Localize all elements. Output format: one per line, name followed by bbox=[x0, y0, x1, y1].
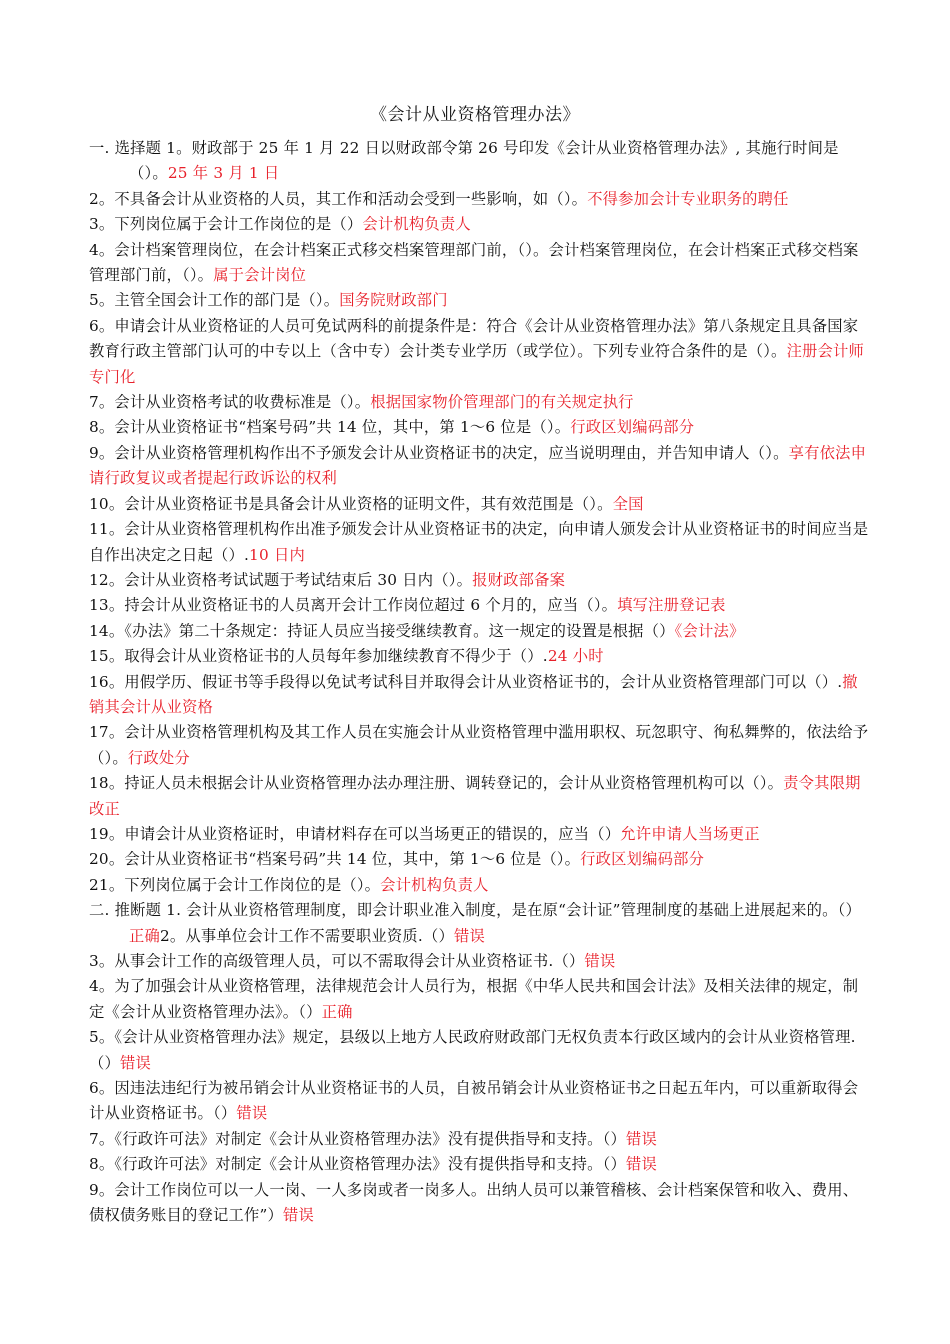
question-text: 8。会计从业资格证书“档案号码”共 14 位，其中，第 1〜6 位是（）。 bbox=[89, 418, 571, 437]
list-item bbox=[89, 441, 871, 492]
question-text: 3。从事会计工作的高级管理人员，可以不需取得会计从业资格证书.（） bbox=[89, 952, 585, 970]
answer-text: 责令其限期改正 bbox=[89, 774, 861, 818]
question-text: 15。取得会计从业资格证书的人员每年参加继续教育不得少于（）. bbox=[89, 647, 548, 666]
question-text: 21。下列岗位属于会计工作岗位的是（）。 bbox=[89, 875, 381, 894]
document-title: 《会计从业资格管理办法》 bbox=[370, 105, 580, 125]
list-item bbox=[89, 517, 871, 568]
list-item bbox=[89, 492, 871, 517]
answer-text: 允许申请人当场更正 bbox=[620, 824, 760, 843]
question-text: 2。不具备会计从业资格的人员，其工作和活动会受到一些影响，如（）。 bbox=[89, 189, 588, 208]
list-item bbox=[89, 1178, 871, 1229]
answer-text: 正确 bbox=[129, 926, 160, 945]
list-item bbox=[89, 1152, 871, 1177]
question-text: 6。因违法违纪行为被吊销会计从业资格证书的人员，自被吊销会计从业资格证书之日起五年内，可以重新取得会计从业资格证书。（） bbox=[89, 1079, 859, 1123]
question-text: 4。为了加强会计从业资格管理，法律规范会计人员行为，根据《中华人民共和国会计法》及相关法律的规定，制定《会计从业资格管理办法》。（） bbox=[89, 977, 859, 1021]
list-item bbox=[89, 136, 871, 187]
answer-text: 错误 bbox=[282, 1206, 314, 1225]
list-item bbox=[89, 593, 871, 618]
list-item bbox=[89, 873, 871, 898]
list-item bbox=[89, 670, 871, 721]
list-item bbox=[89, 644, 871, 669]
list-item bbox=[89, 847, 871, 872]
list-item bbox=[89, 288, 871, 313]
list-item bbox=[89, 822, 871, 847]
question-text: 18。持证人员未根据会计从业资格管理办法办理注册、调转登记的，会计从业资格管理机构可以（）。 bbox=[89, 774, 784, 793]
question-text: 13。持会计从业资格证书的人员离开会计工作岗位超过 6 个月的，应当（）。 bbox=[89, 596, 618, 615]
list-item bbox=[89, 720, 871, 771]
question-text: 17。会计从业资格管理机构及其工作人员在实施会计从业资格管理中滥用职权、玩忽职守、徇私舞弊的，依法给予（）。 bbox=[89, 723, 869, 767]
question-text: 7。会计从业资格考试的收费标准是（）。 bbox=[89, 393, 371, 412]
question-text: 10。会计从业资格证书是具备会计从业资格的证明文件，其有效范围是（）。 bbox=[89, 494, 613, 513]
question-text: 14。《办法》第二十条规定：持证人员应当接受继续教育。这一规定的设置是根据（） bbox=[89, 621, 675, 640]
question-text: 20。会计从业资格证书“档案号码”共 14 位，其中，第 1〜6 位是（）。 bbox=[89, 850, 581, 869]
answer-text: 错误 bbox=[584, 952, 616, 970]
list-item bbox=[89, 1076, 871, 1127]
answer-text: 填写注册登记表 bbox=[617, 596, 726, 615]
list-item bbox=[89, 568, 871, 593]
answer-text: 注册会计师专门化 bbox=[89, 342, 865, 386]
answer-text: 全国 bbox=[612, 494, 644, 513]
list-item bbox=[89, 212, 871, 237]
list-item bbox=[89, 187, 871, 212]
list-item bbox=[89, 619, 871, 644]
answer-text: 行政区划编码部分 bbox=[580, 850, 705, 869]
answer-text: 行政处分 bbox=[127, 748, 190, 767]
answer-text: 撤销其会计从业资格 bbox=[89, 672, 858, 716]
question-text: 9。会计从业资格管理机构作出不予颁发会计从业资格证书的决定，应当说明理由，并告知申请人（）。 bbox=[89, 443, 789, 462]
list-item bbox=[89, 314, 871, 390]
document-body bbox=[89, 136, 871, 1228]
question-text: 一. 选择题 1。财政部于 25 年 1 月 22 日以财政部令第 26 号印发《会计从业资格管理办法》, 其施行时间是（）。 bbox=[89, 139, 839, 183]
list-item bbox=[89, 771, 871, 822]
answer-text: 会计机构负责人 bbox=[362, 215, 471, 234]
answer-text: 错误 bbox=[453, 926, 485, 945]
answer-text: 国务院财政部门 bbox=[339, 291, 448, 310]
question-text: 二. 推断题 1. 会计从业资格管理制度，即会计职业准入制度，是在原“会计证”管理制度的基础上进展起来的。（） bbox=[89, 901, 861, 920]
question-text: 11。会计从业资格管理机构作出准予颁发会计从业资格证书的决定，向申请人颁发会计从业资格证书的时间应当是自作出决定之日起（）. bbox=[89, 520, 869, 564]
list-item bbox=[89, 949, 871, 974]
answer-text: 错误 bbox=[120, 1053, 151, 1072]
answer-text: 属于会计岗位 bbox=[213, 266, 307, 285]
question-text: 8。《行政许可法》对制定《会计从业资格管理办法》没有提供指导和支持。（） bbox=[89, 1155, 627, 1174]
question-text: 2。从事单位会计工作不需要职业资质.（） bbox=[160, 926, 454, 945]
question-text: 12。会计从业资格考试试题于考试结束后 30 日内（）。 bbox=[89, 570, 473, 589]
question-text: 5。主管全国会计工作的部门是（）。 bbox=[89, 291, 340, 310]
list-item bbox=[89, 415, 871, 440]
question-text: 7。《行政许可法》对制定《会计从业资格管理办法》没有提供指导和支持。（） bbox=[89, 1129, 627, 1148]
answer-text: 报财政部备案 bbox=[472, 570, 566, 589]
answer-text: 《会计法》 bbox=[674, 621, 745, 640]
answer-text: 错误 bbox=[236, 1104, 268, 1123]
answer-text: 行政区划编码部分 bbox=[570, 418, 695, 437]
answer-text: 正确 bbox=[321, 1002, 353, 1021]
answer-text: 25 年 3 月 1 日 bbox=[167, 164, 280, 183]
question-text: 19。申请会计从业资格证时，申请材料存在可以当场更正的错误的，应当（） bbox=[89, 824, 621, 843]
answer-text: 10 日内 bbox=[249, 545, 305, 564]
answer-text: 根据国家物价管理部门的有关规定执行 bbox=[370, 393, 634, 412]
list-item bbox=[89, 1025, 871, 1076]
answer-text: 享有依法申请行政复议或者提起行政诉讼的权利 bbox=[89, 443, 867, 488]
answer-text: 错误 bbox=[626, 1155, 658, 1174]
list-item bbox=[89, 390, 871, 415]
answer-text: 会计机构负责人 bbox=[380, 875, 489, 894]
list-item bbox=[89, 898, 871, 949]
question-text: 5。《会计从业资格管理办法》规定，县级以上地方人民政府财政部门无权负责本行政区域内的会计从业资格管理.（） bbox=[89, 1028, 856, 1072]
question-text: 16。用假学历、假证书等手段得以免试考试科目并取得会计从业资格证书的，会计从业资格管理部门可以（）. bbox=[89, 672, 843, 691]
list-item bbox=[89, 974, 871, 1025]
question-text: 6。申请会计从业资格证的人员可免试两科的前提条件是：符合《会计从业资格管理办法》第八条规定且具备国家教育行政主管部门认可的中专以上（含中专）会计类专业学历（或学位）。下列专业符合条件的是（）。 bbox=[89, 316, 859, 361]
question-text: 3。下列岗位属于会计工作岗位的是（） bbox=[89, 215, 363, 234]
answer-text: 不得参加会计专业职务的聘任 bbox=[587, 189, 789, 208]
list-item bbox=[89, 1127, 871, 1152]
answer-text: 错误 bbox=[626, 1129, 658, 1148]
question-text: 9。会计工作岗位可以一人一岗、一人多岗或者一岗多人。出纳人员可以兼管稽核、会计档案保管和收入、费用、债权债务账目的登记工作”） bbox=[89, 1180, 859, 1225]
question-text: 4。会计档案管理岗位，在会计档案正式移交档案管理部门前，（）。会计档案管理岗位，在会计档案正式移交档案管理部门前，（）。 bbox=[89, 240, 859, 285]
answer-text: 24 小时 bbox=[547, 647, 604, 666]
list-item bbox=[89, 238, 871, 289]
